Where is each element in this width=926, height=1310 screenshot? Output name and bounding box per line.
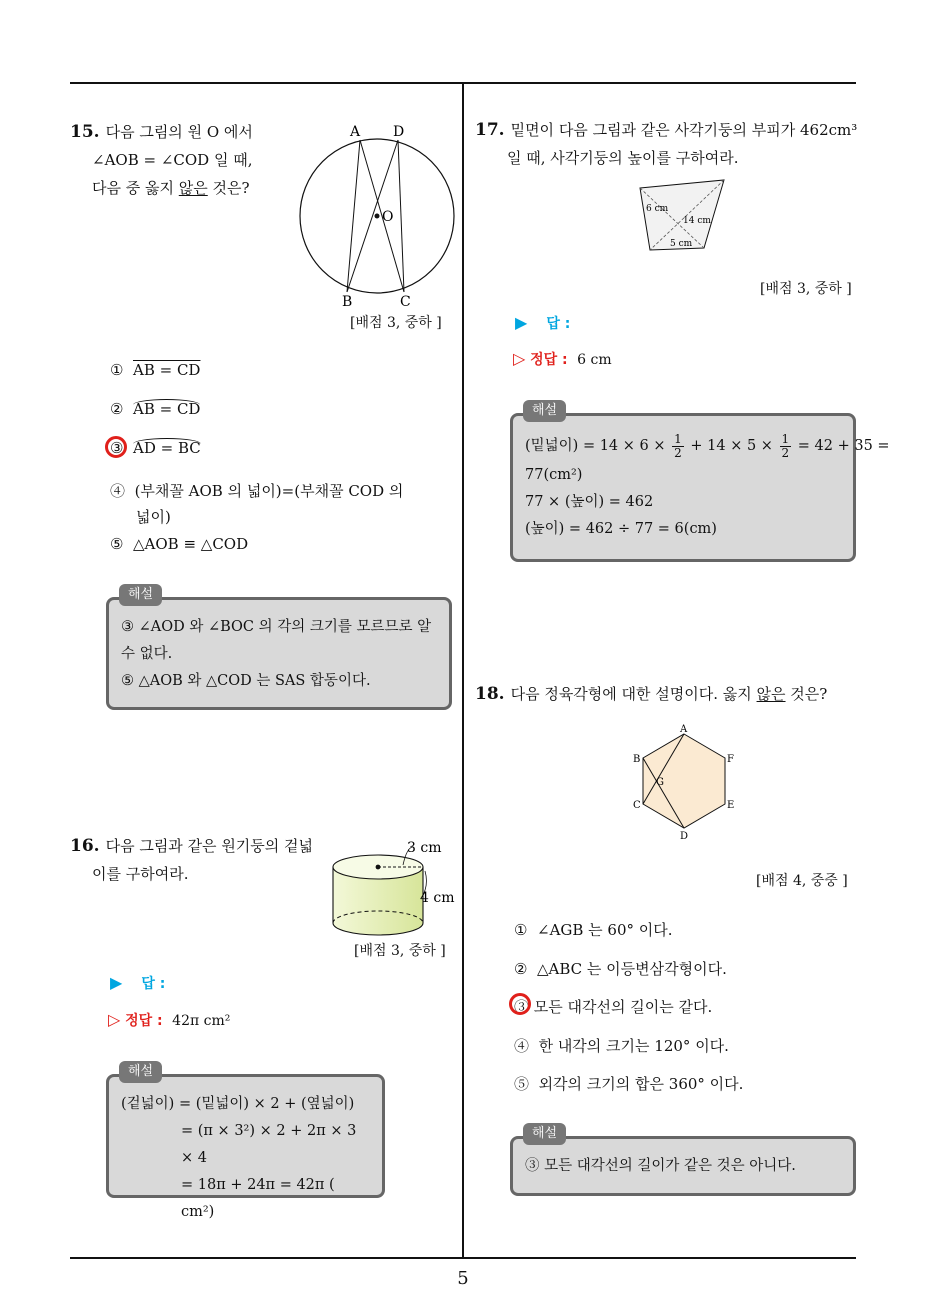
q15-sol-line3: ⑤ △AOB 와 △COD 는 SAS 합동이다. — [121, 673, 371, 689]
q15-label-o: O — [382, 209, 394, 225]
q15-score: [배점 3, 중하 ] — [350, 315, 442, 331]
q18-label-e: E — [727, 800, 735, 811]
q18-label-g: G — [656, 777, 664, 788]
q18-number: 18. — [475, 684, 505, 704]
q16-stem — [70, 832, 313, 888]
q16-sol-line3: = 18π + 24π = 42π ( cm²) — [181, 1177, 335, 1220]
q16-solution-tag: 해설 — [119, 1061, 162, 1083]
q15-sol-line1: ③ ∠AOD 와 ∠BOC 의 각의 크기를 모르므로 알 — [121, 619, 432, 635]
q15-option-2[interactable]: ② AB = CD — [110, 400, 201, 418]
q15-number: 15. — [70, 122, 100, 142]
q15-option-1[interactable]: ① AB = CD — [110, 361, 201, 379]
q15-option-4[interactable]: ④ (부채꼴 AOB 의 넓이)=(부채꼴 COD 의 넓이) — [110, 482, 404, 526]
q16-solution-box — [106, 1064, 385, 1220]
q17-stem — [475, 116, 857, 172]
q17-answer-line[interactable]: ▶ 답 : — [515, 313, 571, 332]
q18-solution-tag: 해설 — [523, 1123, 566, 1145]
q16-number: 16. — [70, 836, 100, 856]
q17-quadrilateral-figure — [636, 176, 732, 260]
q18-stem: 18. 다음 정육각형에 대한 설명이다. 옳지 않은 것은? — [475, 684, 828, 704]
q16-line1: 다음 그림과 같은 원기둥의 겉넓 — [105, 837, 314, 855]
q17-correct-line: ▷ 정답 : 6 cm — [513, 349, 612, 368]
q15-line1: 다음 그림의 원 O 에서 — [105, 123, 253, 141]
q16-height-label: 4 cm — [420, 890, 455, 906]
q17-sol-line2: 77(cm²) — [525, 467, 583, 483]
bottom-rule — [70, 1257, 856, 1259]
q17-label-6cm: 6 cm — [646, 204, 669, 214]
q18-label-a: A — [680, 724, 688, 735]
q18-sol-line1: ③ 모든 대각선의 길이가 같은 것은 아니다. — [525, 1158, 796, 1174]
q17-solution-box — [510, 403, 890, 562]
q18-option-5[interactable]: ⑤ 외각의 크기의 합은 360° 이다. — [514, 1075, 744, 1093]
q16-sol-line1: (겉넓이) = (밑넓이) × 2 + (옆넓이) — [121, 1096, 355, 1112]
q17-number: 17. — [475, 120, 505, 140]
q15-stem — [70, 118, 253, 202]
q16-correct-line: ▷ 정답 : 42π cm² — [108, 1010, 231, 1029]
q16-line2: 이를 구하여라. — [92, 865, 189, 883]
q15-sol-line2: 수 없다. — [121, 646, 173, 662]
q15-label-a: A — [350, 124, 361, 140]
q18-score: [배점 4, 중중 ] — [756, 873, 848, 889]
q18-option-3[interactable]: ③ 모든 대각선의 길이는 같다. — [514, 998, 713, 1016]
q17-sol-line4: (높이) = 462 ÷ 77 = 6(cm) — [525, 521, 717, 537]
q17-score: [배점 3, 중하 ] — [760, 281, 852, 297]
q16-answer-line[interactable]: ▶ 답 : — [110, 973, 166, 992]
q15-label-c: C — [400, 294, 411, 310]
q17-label-5cm: 5 cm — [670, 239, 693, 249]
q15-solution-box — [106, 587, 452, 710]
q16-cylinder-figure — [325, 835, 460, 945]
q18-label-b: B — [633, 754, 641, 765]
q18-answer-circle — [509, 993, 531, 1015]
q17-sol-line3: 77 × (높이) = 462 — [525, 494, 654, 510]
q15-label-d: D — [393, 124, 405, 140]
q15-option-5[interactable]: ⑤ △AOB ≡ △COD — [110, 535, 249, 553]
q18-option-1[interactable]: ① ∠AGB 는 60° 이다. — [514, 921, 673, 939]
q18-option-4[interactable]: ④ 한 내각의 크기는 120° 이다. — [514, 1037, 729, 1055]
q16-score: [배점 3, 중하 ] — [354, 943, 446, 959]
q18-label-d: D — [680, 831, 689, 842]
q15-answer-circle — [105, 436, 127, 458]
q15-solution-tag: 해설 — [119, 584, 162, 606]
q18-hexagon-figure — [626, 722, 742, 842]
q16-sol-line2: = (π × 3²) × 2 + 2π × 3 × 4 — [181, 1123, 357, 1166]
page-number: 5 — [457, 1268, 469, 1289]
q15-line3: 다음 중 옳지 않은 것은? — [92, 179, 250, 197]
q15-line2: ∠AOB = ∠COD 일 때, — [92, 151, 253, 169]
q16-radius-label: 3 cm — [407, 840, 442, 856]
q18-solution-box — [510, 1126, 856, 1196]
q18-label-c: C — [633, 800, 641, 811]
q18-option-2[interactable]: ② △ABC 는 이등변삼각형이다. — [514, 960, 727, 978]
q17-line2: 일 때, 사각기둥의 높이를 구하여라. — [507, 149, 739, 167]
q17-solution-tag: 해설 — [523, 400, 566, 422]
q15-circle-figure — [290, 118, 470, 313]
q17-line1: 밑면이 다음 그림과 같은 사각기둥의 부피가 462cm³ — [510, 121, 858, 139]
q17-label-14cm: 14 cm — [683, 216, 711, 226]
q15-label-b: B — [342, 294, 353, 310]
q15-option-3[interactable]: ③ AD = BC — [110, 439, 201, 457]
q18-label-f: F — [727, 754, 734, 765]
q17-sol-line1: (밑넓이) = 14 × 6 × $\frac{1}{2}$ + 14 × 5 × $\frac{1}{2}$ = 42 + 35 = — [525, 431, 890, 460]
